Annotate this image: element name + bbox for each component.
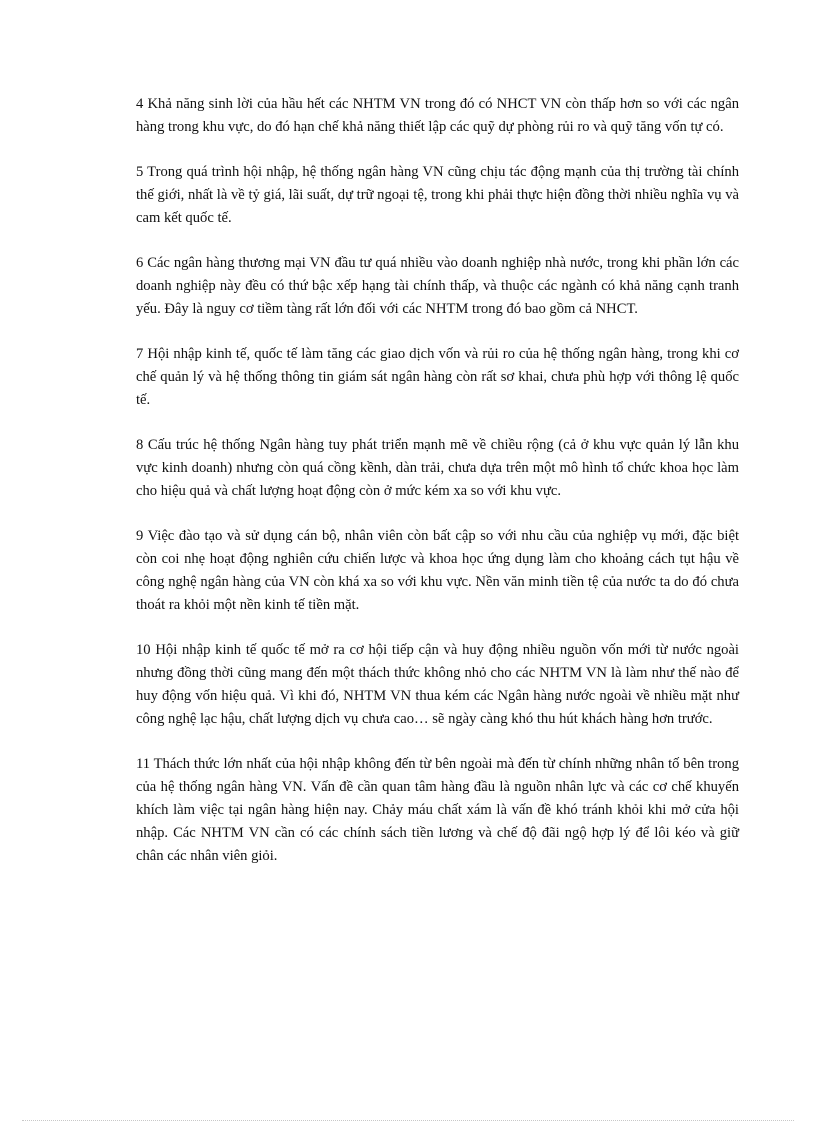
paragraph-6: 6 Các ngân hàng thương mại VN đầu tư quá nhiều vào doanh nghiệp nhà nước, trong khi phần lớn các doanh nghiệp này đều có thứ bậc xếp hạng tài chính thấp, và thuộc các ngành có khả năng cạnh tranh yếu. Đây là nguy cơ tiềm tàng rất lớn đối với các NHTM trong đó bao gồm cả NHCT. [136, 255, 739, 317]
paragraph-5: 5 Trong quá trình hội nhập, hệ thống ngân hàng VN cũng chịu tác động mạnh của thị trường tài chính thế giới, nhất là về tỷ giá, lãi suất, dự trữ ngoại tệ, trong khi phải thực hiện đồng thời nhiều nghĩa vụ và cam kết quốc tế. [136, 164, 739, 226]
paragraph-8: 8 Cấu trúc hệ thống Ngân hàng tuy phát triển mạnh mẽ về chiều rộng (cả ở khu vực quản lý lẫn khu vực kinh doanh) nhưng còn quá cồng kềnh, dàn trải, chưa dựa trên một mô hình tổ chức khoa học làm cho hiệu quả và chất lượng hoạt động còn ở mức kém xa so với khu vực. [136, 437, 739, 499]
page-bottom-divider [22, 1120, 794, 1121]
document-body [136, 93, 739, 890]
paragraph-10: 10 Hội nhập kinh tế quốc tế mở ra cơ hội tiếp cận và huy động nhiều nguồn vốn mới từ nước ngoài nhưng đồng thời cũng mang đến một thách thức không nhỏ cho các NHTM VN là làm như thế nào để huy động vốn hiệu quả. Vì khi đó, NHTM VN thua kém các Ngân hàng nước ngoài về nhiều mặt như công nghệ lạc hậu, chất lượng dịch vụ chưa cao… sẽ ngày càng khó thu hút khách hàng hơn trước. [136, 642, 739, 727]
paragraph-9: 9 Việc đào tạo và sử dụng cán bộ, nhân viên còn bất cập so với nhu cầu của nghiệp vụ mới, đặc biệt còn coi nhẹ hoạt động nghiên cứu chiến lược và khoa học ứng dụng làm cho khoảng cách tụt hậu về công nghệ ngân hàng của VN còn khá xa so với khu vực. Nền văn minh tiền tệ của nước ta do đó chưa thoát ra khỏi một nền kinh tế tiền mặt. [136, 528, 739, 613]
paragraph-11: 11 Thách thức lớn nhất của hội nhập không đến từ bên ngoài mà đến từ chính những nhân tố bên trong của hệ thống ngân hàng VN. Vấn đề cần quan tâm hàng đầu là nguồn nhân lực và các cơ chế khuyến khích làm việc tại ngân hàng hiện nay. Chảy máu chất xám là vấn đề khó tránh khỏi khi mở cửa hội nhập. Các NHTM VN cần có các chính sách tiền lương và chế độ đãi ngộ hợp lý để lôi kéo và giữ chân các nhân viên giỏi. [136, 756, 739, 864]
paragraph-4: 4 Khả năng sinh lời của hầu hết các NHTM VN trong đó có NHCT VN còn thấp hơn so với các ngân hàng trong khu vực, do đó hạn chế khả năng thiết lập các quỹ dự phòng rủi ro và quỹ tăng vốn tự có. [136, 96, 739, 135]
paragraph-7: 7 Hội nhập kinh tế, quốc tế làm tăng các giao dịch vốn và rủi ro của hệ thống ngân hàng, trong khi cơ chế quản lý và hệ thống thông tin giám sát ngân hàng còn rất sơ khai, chưa phù hợp với thông lệ quốc tế. [136, 346, 739, 408]
